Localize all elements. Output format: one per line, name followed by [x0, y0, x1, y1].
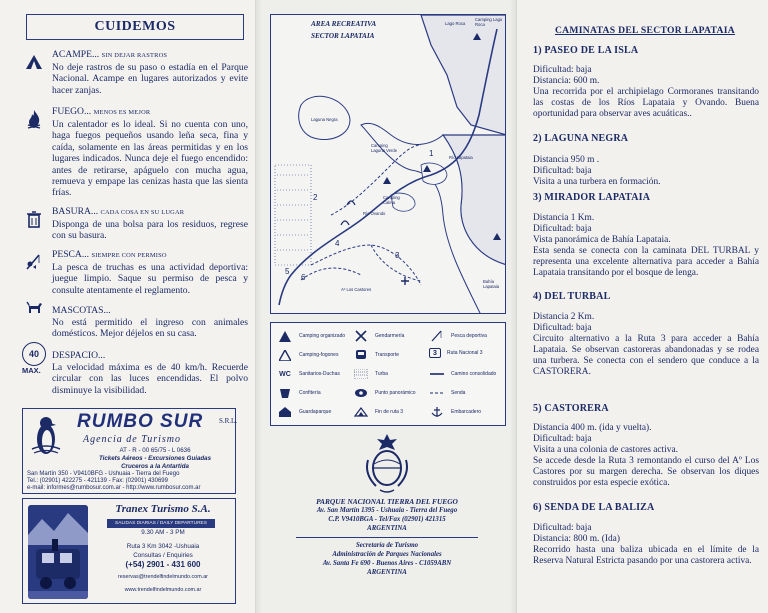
- ad-tranex: [22, 498, 236, 604]
- section-text: Recorrido hasta una baliza ubicada en el límite de la Reserva Natural Estricta pasando por una castorera activa.: [533, 545, 759, 567]
- right-panel: [517, 0, 768, 613]
- legend-item: [353, 405, 403, 419]
- section-text: Esta senda se conecta con la caminata DEL TURBAL y representa una excelente alternativa para acceder a Bahía Lapataia transitando por el bosque de lenga.: [533, 246, 759, 279]
- item-text: No está permitido el ingreso con animales domésticos. Mejor déjelos en su casa.: [52, 317, 248, 340]
- park-country: ARGENTINA: [367, 525, 407, 532]
- speed-caption: MAX.: [22, 366, 41, 375]
- route-number: 6: [301, 273, 306, 282]
- trail-icon: [429, 386, 445, 400]
- divider: [296, 537, 478, 538]
- park-cp: C.P. V9410BGA - Tel/Fax (02901) 421315: [328, 516, 446, 523]
- ad-legajo: AT - R - 00 65/75 - L 0636: [119, 447, 191, 454]
- route3-icon: [429, 348, 441, 358]
- section-body: [533, 312, 759, 379]
- item-head: ACAMPE...: [52, 49, 100, 60]
- anchor-icon: [429, 405, 445, 419]
- section-text: Circuito alternativo a la Ruta 3 para acceder a Bahía Lapataia. Se observan castoreras abandonadas y se rodea una turbera. Se conecta con el sendero que conduce a la CASTORERA.: [533, 334, 759, 378]
- dog-icon: [24, 297, 44, 317]
- argentina-coat-of-arms-icon: [362, 430, 412, 496]
- section-line: Distancia: 800 m. (Ida): [533, 534, 620, 545]
- camping-organized-icon: [277, 329, 293, 343]
- route-number: 1: [429, 149, 434, 158]
- map-label-lago-roca: Lago Roca: [445, 21, 466, 26]
- legend-item: [353, 329, 404, 343]
- section-line: Vista panorámica de Bahía Lapataia.: [533, 235, 671, 246]
- section-body: [533, 155, 759, 188]
- item-text: La pesca de truchas es una actividad deportiva: juegue limpio. Saque su permiso de pesca y consulte atentamente el reglamento.: [52, 262, 248, 296]
- item-sub: CADA COSA EN SU LUGAR: [100, 209, 185, 216]
- map-label-bahia-lapataia: Bahía Lapataia: [483, 279, 500, 289]
- tent-icon: [24, 52, 44, 72]
- admin-country: ARGENTINA: [367, 569, 407, 576]
- ad-web[interactable]: www.trendelfindelmundo.com.ar: [124, 587, 202, 593]
- legend-label: Fin de ruta 3: [375, 409, 404, 415]
- park-name: PARQUE NACIONAL TIERRA DEL FUEGO: [316, 497, 458, 506]
- speed-number: 40: [28, 349, 39, 359]
- fishing-legend-icon: [429, 329, 445, 343]
- flame-icon: [24, 109, 44, 129]
- section-text: Se accede desde la Ruta 3 remontando el curso del Aº Los Castores por su margen derecha. Se observan los diques construidos por esta especie exótica.: [533, 456, 759, 489]
- legend-label: Ruta Nacional 3: [447, 350, 483, 356]
- legend-label: Camping organizado: [299, 333, 346, 339]
- section-body: [533, 65, 759, 120]
- item-text: Un calentador es lo ideal. Si no cuenta con uno, haga fuegos pequeños usando leña seca, fina y caída, solamente en las áreas permitidas y en los lugares indicados. Nunca deje el fuego encendido: antes de retirarse, apáguelo con mucha agua, remueva y empape las cenizas hasta que las sienta frías.: [52, 119, 248, 199]
- section-line: Distancia 950 m .: [533, 155, 600, 165]
- transport-icon: [353, 348, 369, 362]
- section-text: Una recorrida por el archipielago Cormoranes transitando las costas de los Ríos Lapataia y Ovando. Buena oportunidad para observar aves acuáticas..: [533, 87, 759, 120]
- left-panel: [0, 0, 255, 613]
- legend-item: [429, 386, 465, 400]
- item-text: Disponga de una bolsa para los residuos, regrese con su basura.: [52, 219, 248, 242]
- restroom-icon: WC: [279, 370, 291, 378]
- ad-address: San Martín 350 - V9410BFG - Ushuaia - Tierra del Fuego: [27, 471, 180, 477]
- map-label-laguna-negra: Laguna Negra: [311, 117, 338, 122]
- admin-address: Av. Santa Fe 690 - Buenos Aires - C1059ABN: [322, 560, 452, 567]
- route-number: 3: [395, 251, 400, 260]
- section-heading: 3) MIRADOR LAPATAIA: [533, 192, 651, 203]
- section-line: Dificultad: baja: [533, 434, 592, 445]
- legend-label: Punto panorámico: [375, 390, 416, 396]
- legend-item: [277, 348, 338, 362]
- section-heading: 1) PASEO DE LA ISLA: [533, 45, 639, 56]
- section-line: Dificultad: baja: [533, 65, 592, 75]
- legend-item: [353, 348, 399, 362]
- item-acampe: [24, 49, 248, 96]
- ad-rumbo-sur: [22, 408, 236, 494]
- section-line: Dificultad: baja: [533, 323, 592, 334]
- ad-consultas: Consultas / Enquiries: [133, 552, 193, 559]
- legend-label: Sanitarios-Duchas: [299, 371, 340, 377]
- legend-label: Turba: [375, 371, 388, 377]
- trash-icon: [24, 209, 44, 229]
- route-end-icon: [353, 405, 369, 419]
- section-body: [533, 423, 759, 490]
- section-heading: 5) CASTORERA: [533, 403, 609, 414]
- panel-title: CUIDEMOS: [26, 14, 244, 40]
- section-heading: 4) DEL TURBAL: [533, 291, 611, 302]
- section-line: Distancia 2 Km.: [533, 312, 595, 322]
- administracion: Administración de Parques Nacionales: [332, 551, 442, 558]
- legend-item: [277, 405, 331, 419]
- route-number: 4: [335, 239, 340, 248]
- fishing-icon: [24, 252, 44, 272]
- ranger-icon: [277, 405, 293, 419]
- ad-phones: Tel.: (02901) 422275 - 421139 - Fax: (02901) 430699: [27, 478, 168, 484]
- legend-label: Senda: [451, 390, 466, 396]
- item-pesca: [24, 249, 248, 296]
- legend-item: [429, 348, 483, 358]
- train-photo: [28, 505, 88, 599]
- legend-item: [353, 386, 416, 400]
- camping-fogones-icon: [277, 348, 293, 362]
- ad-phone: (+54) 2901 - 431 600: [125, 560, 201, 569]
- map-subtitle: SECTOR LAPATAIA: [311, 32, 375, 40]
- map-label-castores: Aº Los Castores: [341, 287, 372, 292]
- legend-label: Confitería: [299, 390, 321, 396]
- legend-label: Transporte: [375, 352, 399, 358]
- item-head: BASURA...: [52, 206, 99, 217]
- item-basura: [24, 206, 248, 242]
- route-number: 2: [313, 193, 318, 202]
- item-fuego: [24, 106, 248, 199]
- map-label-rio-lapataia: Río Lapataia: [449, 155, 473, 160]
- legend-label: Gendarmería: [375, 333, 405, 339]
- gendarmeria-icon: [353, 329, 369, 343]
- section-body: [533, 523, 759, 567]
- section-heading: 6) SENDA DE LA BALIZA: [533, 502, 655, 513]
- item-despacio: [24, 350, 248, 396]
- section-body: [533, 213, 759, 280]
- item-text: La velocidad máxima es de 40 km/h. Recuerde circular con las luces encendidas. El polvo disminuye la visibilidad.: [52, 362, 248, 396]
- route3-badge: 3: [433, 349, 437, 357]
- section-text: Visita a una turbera en formación.: [533, 177, 661, 188]
- ad-email[interactable]: reservas@trendelfindelmundo.com.ar: [118, 574, 208, 580]
- map-label-camping-lago-roca: Camping Lago Roca: [475, 17, 503, 27]
- section-line: Dificultad: baja: [533, 166, 592, 177]
- ad-band: SALIDAS DIARIAS / DAILY DEPARTURES: [107, 519, 215, 528]
- section-line: Distancia 1 Km.: [533, 213, 595, 223]
- ad-hours: 9.30 AM - 3 PM: [141, 529, 185, 536]
- legend-item: [429, 329, 487, 343]
- legend-label: Camino consolidado: [451, 371, 497, 377]
- ad-brand: RUMBO SUR: [77, 411, 204, 432]
- legend-item: [277, 329, 345, 343]
- trail-map: [270, 14, 506, 314]
- penguin-logo-icon: [29, 413, 63, 457]
- map-title: AREA RECREATIVA: [311, 20, 377, 28]
- park-address: Av. San Martín 1395 - Ushuaia - Tierra del Fuego: [316, 507, 458, 514]
- section-heading: 2) LAGUNA NEGRA: [533, 133, 629, 144]
- viewpoint-icon: [353, 386, 369, 400]
- legend-item: [277, 386, 321, 400]
- item-sub: MENOS ES MEJOR: [93, 109, 151, 116]
- ad-services: Tickets Aéreos - Excursiones Guiadas: [98, 455, 212, 462]
- legend-item: [277, 367, 340, 381]
- secretaria: Secretaría de Turismo: [355, 542, 419, 549]
- map-label-camping-laguna-verde: Camping Laguna Verde: [371, 143, 398, 153]
- item-sub: SIN DEJAR RASTROS: [101, 52, 168, 59]
- item-sub: SIEMPRE CON PERMISO: [91, 252, 167, 259]
- middle-panel: [255, 0, 517, 613]
- turba-icon: [353, 367, 369, 381]
- ad-srl: S.R.L.: [219, 417, 238, 425]
- ad-address: Ruta 3 Km 3042 -Ushuaia: [126, 543, 200, 550]
- section-line: Dificultad: baja: [533, 224, 592, 235]
- section-line: Distancia 400 m. (ida y vuelta).: [533, 423, 652, 433]
- legend-label: Camping-fogones: [299, 352, 339, 358]
- map-drawing: [271, 15, 506, 314]
- ad-cruises: Cruceros a la Antartida: [121, 463, 189, 470]
- map-label-camping-caleta: Camping Caleta: [383, 195, 400, 205]
- map-label-rio-ovando: Río Ovando: [363, 211, 386, 216]
- item-head: PESCA...: [52, 249, 90, 260]
- legend-item: [429, 405, 481, 419]
- panel-title: CAMINATAS DEL SECTOR LAPATAIA: [554, 25, 736, 36]
- legend-label: Embarcadero: [451, 409, 482, 415]
- ad-agency: Agencia de Turismo: [83, 434, 181, 445]
- legend-label: Pesca deportiva: [451, 333, 487, 339]
- legend-item: [429, 367, 496, 381]
- map-legend: [270, 322, 506, 426]
- item-mascotas: [24, 305, 248, 340]
- legend-item: [353, 367, 388, 381]
- section-line: Dificultad: baja: [533, 523, 592, 533]
- ad-brand: Tranex Turismo S.A.: [115, 503, 211, 515]
- section-line: Distancia: 600 m.: [533, 76, 600, 87]
- item-head: DESPACIO...: [52, 350, 106, 361]
- legend-label: Guardaparque: [299, 409, 332, 415]
- item-head: MASCOTAS...: [52, 305, 111, 316]
- section-line: Visita a una colonia de castores activa.: [533, 445, 678, 456]
- item-text: No deje rastros de su paso o estadía en el Parque Nacional. Acampe en lugares autorizados y evite hacer zanjas.: [52, 62, 248, 96]
- item-head: FUEGO...: [52, 106, 92, 117]
- route-number: 5: [285, 267, 290, 276]
- road-icon: [429, 367, 445, 381]
- confiteria-icon: [277, 386, 293, 400]
- ad-email[interactable]: e-mail: informes@rumbosur.com.ar - http://www.rumbosur.com.ar: [27, 485, 201, 491]
